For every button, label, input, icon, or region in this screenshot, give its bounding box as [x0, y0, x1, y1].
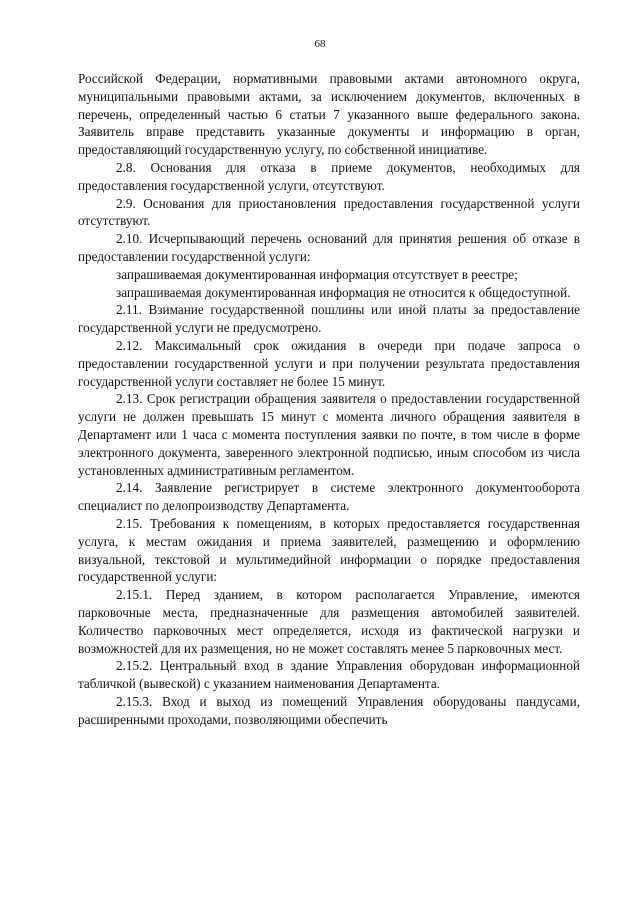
page-number: 68: [314, 38, 326, 50]
paragraph-2-13: 2.13. Срок регистрации обращения заявителя о предоставлении государственной услуги не должен превышать 15 минут с момента личного обращения заявителя в Департамент или 1 часа с момента поступления заявки по почте, в том числе в форме электронного документа, заверенного электронной подписью, иным способом из числа установленных административным регламентом.: [78, 391, 580, 478]
paragraph-2-11: 2.11. Взимание государственной пошлины или иной платы за предоставление государственной услуги не предусмотрено.: [78, 302, 580, 336]
paragraph-2-15-3: 2.15.3. Вход и выход из помещений Управления оборудованы пандусами, расширенными проходами, позволяющими обеспечить: [78, 693, 580, 727]
paragraph-2-9: 2.9. Основания для приостановления предоставления государственной услуги отсутствуют.: [78, 195, 580, 229]
paragraph-2-15: 2.15. Требования к помещениям, в которых предоставляется государственная услуга, к местам ожидания и приема заявителей, размещению и оформлению визуальной, текстовой и мультимедийной информации о порядке предоставления государственной услуги:: [78, 515, 580, 585]
paragraph-2-10: 2.10. Исчерпывающий перечень оснований для принятия решения об отказе в предоставлении государственной услуги:: [78, 231, 580, 264]
paragraph-2-12: 2.12. Максимальный срок ожидания в очереди при подаче запроса о предоставлении государственной услуги и при получении результата предоставления государственной услуги составляет не более 15 минут.: [78, 337, 580, 389]
paragraph-2-10-item-2: запрашиваемая документированная информация не относится к общедоступной.: [116, 284, 571, 300]
paragraph-2-8: 2.8. Основания для отказа в приеме документов, необходимых для предоставления государственной услуги, отсутствуют.: [78, 159, 580, 193]
paragraph-2-14: 2.14. Заявление регистрирует в системе электронного документооборота специалист по делопроизводству Департамента.: [78, 480, 580, 514]
paragraph-2-15-1: 2.15.1. Перед зданием, в котором располагается Управление, имеются парковочные места, предназначенные для размещения автомобилей заявителей. Количество парковочных мест определяется, исходя из фактической нагрузки и возможностей для их размещения, но не может составлять менее 5 парковочных мест.: [78, 587, 580, 656]
document-body: [78, 70, 580, 728]
paragraph-continuation: Российской Федерации, нормативными правовыми актами автономного округа, муниципальными правовыми актами, за исключением документов, включенных в перечень, определенный частью 6 статьи 7 указанного выше федерального закона. Заявитель вправе представить указанные документы и информацию в орган, предоставляющий государственную услугу, по собственной инициативе.: [78, 71, 580, 158]
paragraph-2-15-2: 2.15.2. Центральный вход в здание Управления оборудован информационной табличкой (вывеской) с указанием наименования Департамента.: [78, 658, 580, 692]
paragraph-2-10-item-1: запрашиваемая документированная информация отсутствует в реестре;: [116, 266, 518, 282]
